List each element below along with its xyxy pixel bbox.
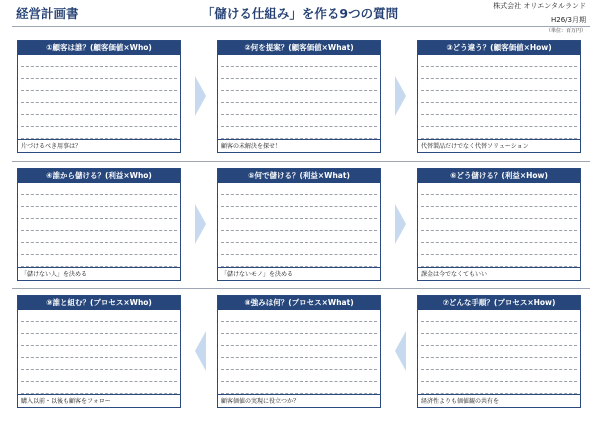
- question-card-5: [217, 168, 381, 281]
- card-title: ④誰から儲ける？(利益×Who): [18, 169, 180, 183]
- unit-label: （単位：百万円）: [545, 28, 586, 34]
- fiscal-period: H26/3月期: [551, 16, 586, 24]
- answer-lines[interactable]: [218, 55, 380, 139]
- answer-lines[interactable]: [418, 183, 580, 267]
- card-title: ①顧客は誰？(顧客価値×Who): [18, 41, 180, 55]
- answer-lines[interactable]: [218, 183, 380, 267]
- row-divider-1: [12, 161, 590, 162]
- answer-lines[interactable]: [18, 55, 180, 139]
- header-divider: [12, 26, 590, 27]
- question-card-3: [417, 40, 581, 153]
- card-title: ②何を提案？(顧客価値×What): [218, 41, 380, 55]
- card-title: ⑧強みは何？(プロセス×What): [218, 296, 380, 310]
- card-title: ③どう違う？(顧客価値×How): [418, 41, 580, 55]
- flow-arrow-left-icon: [395, 331, 406, 371]
- flow-arrow-right-icon: [395, 204, 406, 244]
- question-card-6: [417, 168, 581, 281]
- question-card-2: [217, 40, 381, 153]
- question-card-7: [417, 295, 581, 408]
- card-hint: 経済性よりも価値観の共有を: [418, 394, 580, 407]
- card-hint: 片づけるべき用事は？: [18, 139, 180, 152]
- card-hint: 購入以前・以後も顧客をフォロー: [18, 394, 180, 407]
- flow-arrow-right-icon: [195, 76, 206, 116]
- card-hint: 「儲けないモノ」を決める: [218, 267, 380, 280]
- answer-lines[interactable]: [418, 55, 580, 139]
- question-card-1: [17, 40, 181, 153]
- card-hint: 顧客の未解決を探せ！: [218, 139, 380, 152]
- card-title: ⑥どう儲ける？(利益×How): [418, 169, 580, 183]
- question-card-9: [17, 295, 181, 408]
- flow-arrow-right-icon: [195, 204, 206, 244]
- flow-arrow-left-icon: [195, 331, 206, 371]
- card-hint: 代替製品だけでなく代替ソリューション: [418, 139, 580, 152]
- company-name: 株式会社 オリエンタルランド: [493, 2, 586, 10]
- question-card-4: [17, 168, 181, 281]
- card-hint: 顧客価値の実現に役立つか？: [218, 394, 380, 407]
- flow-arrow-right-icon: [395, 76, 406, 116]
- answer-lines[interactable]: [218, 310, 380, 394]
- document-title: 経営計画書: [16, 6, 79, 21]
- question-card-8: [217, 295, 381, 408]
- main-title: 「儲ける仕組み」を作る9つの質問: [201, 6, 399, 21]
- card-hint: 「儲けない人」を決める: [18, 267, 180, 280]
- answer-lines[interactable]: [18, 310, 180, 394]
- card-title: ⑤何で儲ける？(利益×What): [218, 169, 380, 183]
- row-divider-2: [12, 288, 590, 289]
- card-hint: 課金は今でなくてもいい: [418, 267, 580, 280]
- answer-lines[interactable]: [418, 310, 580, 394]
- card-title: ⑦どんな手順？(プロセス×How): [418, 296, 580, 310]
- card-title: ⑨誰と組む？(プロセス×Who): [18, 296, 180, 310]
- answer-lines[interactable]: [18, 183, 180, 267]
